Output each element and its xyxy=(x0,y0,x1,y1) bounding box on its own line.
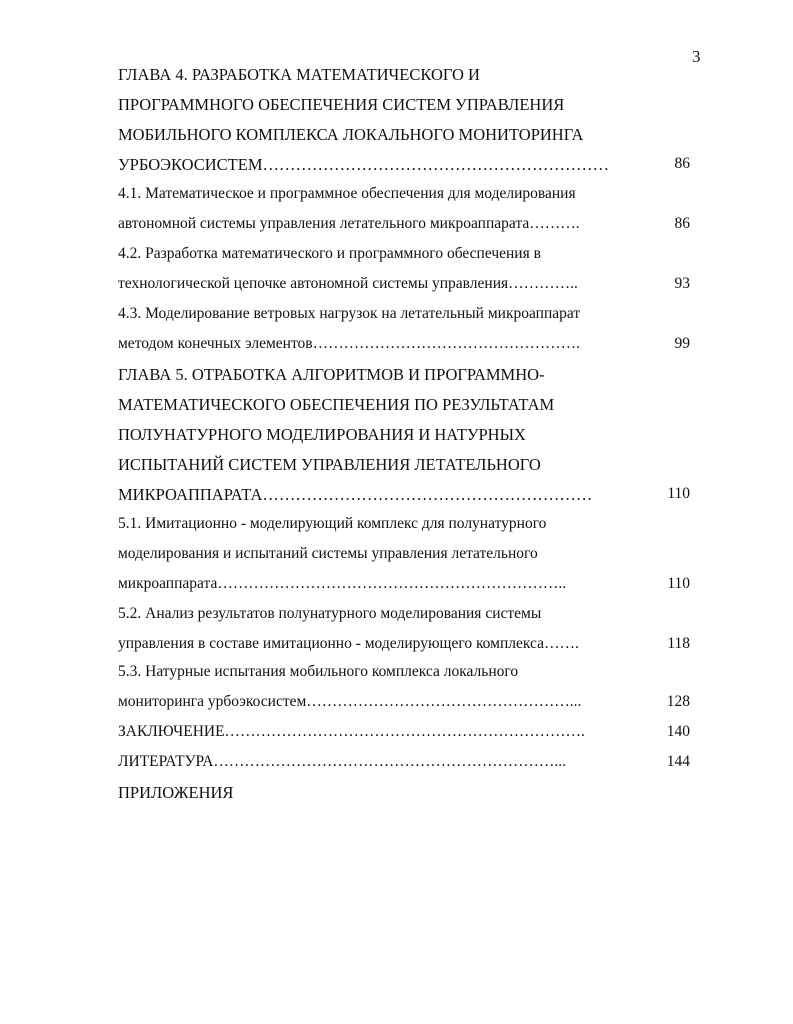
toc-text-line: 4.3. Моделирование ветровых нагрузок на летательный микроаппарат xyxy=(118,305,581,322)
toc-entry-title: МИКРОАППАРАТА…………………………………………………… xyxy=(118,485,593,504)
toc-page-number: 86 xyxy=(674,155,690,172)
toc-text-line: моделирования и испытаний системы управления летательного xyxy=(118,545,538,562)
toc-page-number: 128 xyxy=(666,693,690,710)
chapter-heading-line: ПРИЛОЖЕНИЯ xyxy=(118,783,234,802)
chapter-heading-line: ПОЛУНАТУРНОГО МОДЕЛИРОВАНИЯ И НАТУРНЫХ xyxy=(118,425,526,444)
toc-entry-title: мониторинга урбоэкосистем……………………………………………... xyxy=(118,693,582,710)
toc-page-number: 118 xyxy=(667,635,690,652)
toc-page-number: 99 xyxy=(674,335,690,352)
chapter-heading-line: ПРОГРАММНОГО ОБЕСПЕЧЕНИЯ СИСТЕМ УПРАВЛЕНИЯ xyxy=(118,95,565,114)
toc-page-number: 110 xyxy=(667,485,690,502)
toc-entry-title: микроаппарата………………………………………………………….. xyxy=(118,575,567,592)
chapter-heading-line: МАТЕМАТИЧЕСКОГО ОБЕСПЕЧЕНИЯ ПО РЕЗУЛЬТАТАМ xyxy=(118,395,555,414)
chapter-heading-line: ГЛАВА 4. РАЗРАБОТКА МАТЕМАТИЧЕСКОГО И xyxy=(118,65,480,84)
toc-entry-title: управления в составе имитационно - моделирующего комплекса……. xyxy=(118,635,579,652)
chapter-heading-line: ИСПЫТАНИЙ СИСТЕМ УПРАВЛЕНИЯ ЛЕТАТЕЛЬНОГО xyxy=(118,455,541,474)
toc-entry-title: автономной системы управления летательного микроаппарата………. xyxy=(118,215,580,232)
toc-text-line: 4.2. Разработка математического и программного обеспечения в xyxy=(118,245,541,262)
toc-entry-title: методом конечных элементов……………………………………………. xyxy=(118,335,580,352)
toc-page-number: 144 xyxy=(666,753,690,770)
toc-entry-title: УРБОЭКОСИСТЕМ……………………………………………………… xyxy=(118,155,609,174)
toc-page-number: 140 xyxy=(666,723,690,740)
toc-text-line: 5.1. Имитационно - моделирующий комплекс для полунатурного xyxy=(118,515,547,532)
toc-entry-title: ЛИТЕРАТУРА…………………………………………………………... xyxy=(118,753,567,770)
chapter-heading-line: ГЛАВА 5. ОТРАБОТКА АЛГОРИТМОВ И ПРОГРАММНО- xyxy=(118,365,545,384)
toc-entry-title: технологической цепочке автономной системы управления………….. xyxy=(118,275,578,292)
toc-page-number: 93 xyxy=(674,275,690,292)
toc-text-line: 5.3. Натурные испытания мобильного комплекса локального xyxy=(118,663,519,680)
chapter-heading-line: МОБИЛЬНОГО КОМПЛЕКСА ЛОКАЛЬНОГО МОНИТОРИНГА xyxy=(118,125,584,144)
toc-page-number: 86 xyxy=(674,215,690,232)
toc-entry-title: ЗАКЛЮЧЕНИЕ……………………………………………………………. xyxy=(118,723,585,740)
toc-text-line: 5.2. Анализ результатов полунатурного моделирования системы xyxy=(118,605,542,622)
page-number: 3 xyxy=(692,47,701,66)
toc-page-number: 110 xyxy=(667,575,690,592)
toc-text-line: 4.1. Математическое и программное обеспечения для моделирования xyxy=(118,185,576,202)
